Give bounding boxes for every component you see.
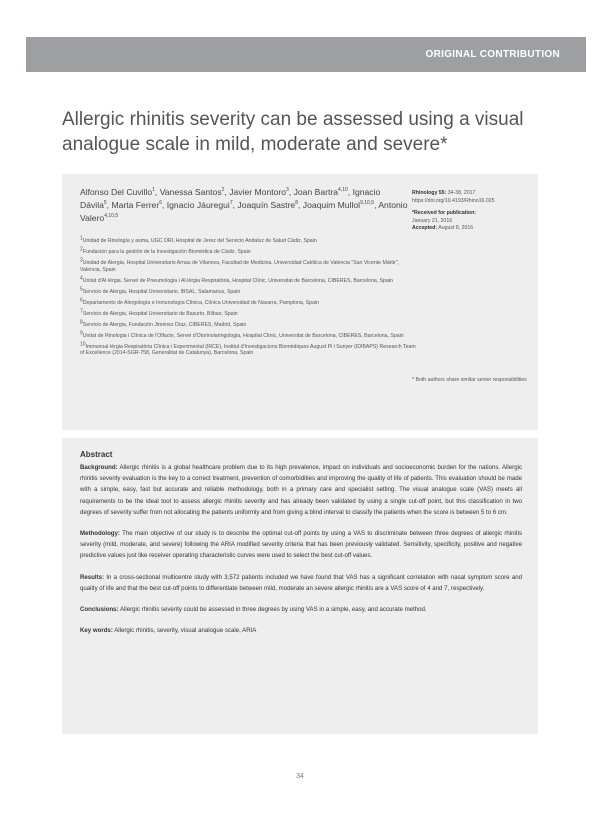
affiliation-number: 4: [80, 274, 83, 281]
affiliation-text: Unidad de Rinología y asma, UGC ORL Hospital de Jerez del Servicio Andaluz de Salud Cádiz, Spain: [82, 238, 317, 244]
affiliation-text: Departamento de Alergología e Inmunología Clínica, Clínica Universidad de Navarra, Pamplona, Spain: [82, 299, 319, 306]
affiliation-number: 8: [80, 318, 83, 325]
abstract-heading: Abstract: [80, 450, 113, 459]
journal-citation: 34-38, 2017: [446, 190, 476, 196]
affiliation-text: Unitat d'Al·lèrgia. Servei de Pneumologia i Al·lèrgia Respiratòria, Hospital Clínic, Universitat de Barcelona, CIBERES, Barcelona, Spain: [82, 277, 393, 284]
author-name: Joan Bartra: [293, 187, 339, 197]
author-affiliation-marker: 6: [159, 200, 162, 207]
received-date: January 21, 2016: [412, 217, 453, 224]
author-list: [80, 186, 410, 225]
journal-info: [412, 190, 532, 238]
affiliation-text: Servicio de Alergia, Hospital Universitario de Basurto, Bilbao, Spain: [82, 310, 238, 317]
affiliation-item: [80, 307, 420, 318]
author-separator: ,: [106, 200, 112, 210]
affiliation-item: [80, 246, 420, 256]
author-name: Alfonso Del Cuvillo: [80, 187, 153, 197]
author-name: Antonio Valero: [80, 200, 408, 223]
affiliation-item: [80, 257, 420, 273]
affiliation-item: [80, 235, 420, 245]
affiliation-item: [80, 318, 420, 329]
author-name: Marta Ferrer: [111, 200, 160, 210]
author-affiliation-marker: 8: [295, 200, 298, 207]
author-affiliation-marker: 2: [221, 187, 225, 194]
author-name: Ignacio Jáuregui: [166, 200, 230, 210]
journal-name: Rhinology 55:: [412, 190, 447, 196]
section-label: ORIGINAL CONTRIBUTION: [425, 49, 560, 60]
author-affiliation-marker: 3: [286, 187, 289, 194]
author-name: Vanessa Santos: [159, 187, 222, 197]
author-name: Joaquín Sastre: [237, 200, 296, 210]
author-separator: ,: [154, 187, 160, 197]
affiliation-list: [80, 235, 420, 361]
abstract-background: Background: Allergic rhinitis is a global healthcare problem due to its high prevalence, impact on individuals and socioeconomic burden for the nations. Allergic rhinitis severity evaluation is the key to a correct treatment, prevention of comorbidities and improving the quality of life of patients. This evaluation should be made with a simple, easy, fast but accurate and reliable methodology, both in a primary care and specialist setting. The visual analogue scale (VAS) meets all requirements to be the ideal tool to assess allergic rhinitis severity and has already been validated by using a single cut-off point, but this classification in two degrees of severity suffer from not allocating the patients uniformly and from giving a blind interval to classify the patients when the score is between 5 to 6 cm.: [80, 464, 522, 516]
received-label: *Received for publication:: [412, 210, 476, 216]
affiliation-text: Unidad de Alergia, Hospital Universitario Arnau de Vilanova, Facultad de Medicina, Universidad Católica de Valencia "San Vicente Mártir", Valencia, Spain: [80, 260, 400, 273]
affiliation-number: 9: [80, 329, 83, 336]
section-banner: [26, 37, 586, 72]
affiliation-text: Servicio de Alergia, Fundación Jiménez Díaz, CIBERES, Madrid, Spain: [82, 321, 247, 328]
affiliation-item: [80, 340, 420, 357]
author-separator: ,: [161, 200, 167, 210]
author-name: Joaquim Mullol: [302, 200, 361, 210]
author-affiliation-marker: 7: [229, 200, 233, 207]
affiliation-item: [80, 274, 420, 285]
affiliation-number: 2: [80, 246, 83, 253]
author-name: Javier Montoro: [229, 187, 287, 197]
affiliation-text: Fundación para la gestión de la Investigación Biomédica de Cádiz, Spain: [82, 249, 251, 255]
author-affiliation-marker: 1: [152, 187, 155, 194]
abstract-methodology: Methodology: The main objective of our study is to describe the optimal cut-off points by using a VAS to discriminate between three degrees of allergic rhinitis severity (mild, moderate, and severe) following the ARIA modified severity criteria that has been previously validated. Sensitivity, specificity, positive and negative predictive values just like receiver operating characteristic curves were used to select the best cut-off values.: [80, 530, 522, 560]
author-affiliation-marker: 4,10,5: [104, 213, 119, 220]
affiliation-text: Unitat de Rinologia i Clínica de l'Olfacte, Servei d'Otorinolaringologia, Hospital Clínic, Universitat de Barcelona, CIBERES, Barcelona, Spain: [82, 332, 404, 339]
affiliation-number: 6: [80, 296, 83, 303]
affiliation-number: 10: [80, 340, 86, 347]
affiliation-number: 1: [80, 235, 83, 242]
page-number: 34: [296, 773, 304, 780]
author-separator: ,: [232, 200, 238, 210]
abstract-keywords: Key words: Allergic rhinitis, severity, visual analogue scale, ARIA: [80, 627, 257, 635]
affiliation-text: Immunoal·lèrgia Respiratòria Clínica i Experimental (IRCE), Institut d'Investigacions Biomèdiques August Pi i Sunyer (IDIBAPS) Research Team of Excellence (2014-SGR-758, Generalitat de Catalunya), Barcelona, Spain: [80, 343, 416, 356]
affiliation-number: 7: [80, 307, 83, 314]
author-affiliation-marker: 5: [103, 200, 107, 207]
affiliation-number: 5: [80, 285, 83, 292]
author-separator: ,: [288, 187, 294, 197]
author-separator: ,: [298, 200, 303, 210]
article-title: Allergic rhinitis severity can be assessed using a visual analogue scale in mild, moderate and severe*: [62, 109, 524, 155]
accepted-date: August 8, 2016: [437, 225, 474, 231]
author-separator: ,: [347, 187, 353, 197]
doi-link[interactable]: https://doi.org/10.4193/Rhino16.025: [412, 197, 495, 204]
author-affiliation-marker: 4,10: [338, 187, 348, 194]
affiliation-text: Servicio de Alergia, Hospital Universitario, IBSAL, Salamanca, Spain: [82, 288, 241, 295]
author-name: Ignacio Dávila: [80, 187, 381, 210]
author-separator: ,: [374, 200, 379, 210]
senior-authors-footnote: * Both authors share similar senior responsibilities: [412, 377, 527, 383]
abstract-body: [80, 462, 522, 646]
author-separator: ,: [224, 187, 230, 197]
affiliation-item: [80, 285, 420, 296]
affiliation-item: [80, 296, 420, 307]
affiliation-item: [80, 329, 420, 340]
abstract-results: Results: In a cross-sectional multicentre study with 3,572 patients included we have found that VAS has a significant correlation with nasal symptom score and quality of life and that the best cut-off points to differentiate between mild, moderate an severe allergic rhinitis are a VAS score of 4 and 7, respectively.: [80, 573, 522, 592]
author-affiliation-marker: 9,10,5: [360, 200, 375, 207]
abstract-conclusions: Conclusions: Allergic rhinitis severity could be assessed in three degrees by using VAS in a simple, easy, and accurate method.: [80, 606, 427, 614]
affiliation-number: 3: [80, 257, 83, 264]
accepted-label: Accepted:: [412, 225, 438, 231]
